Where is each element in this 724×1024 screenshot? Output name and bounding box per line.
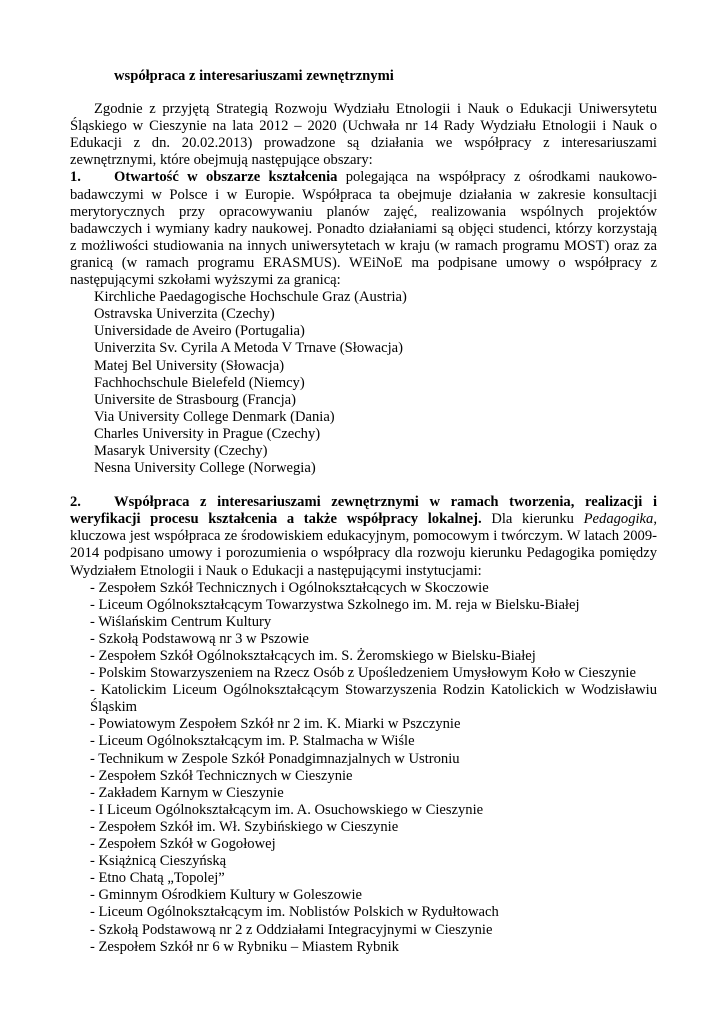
institution-item: - Zespołem Szkół im. Wł. Szybińskiego w Cieszynie [90, 818, 399, 835]
institution-item: - Zespołem Szkół Ogólnokształcących im. S. Żeromskiego w Bielsku-Białej [90, 648, 536, 664]
section-2-text-after: , kluczowa jest współpraca ze środowiskiem edukacyjnym, pomocowym i twórczym. W latach 2009-2014 podpisano umowy i porozumienia o współpracy dla rozwoju kierunku Pedagogika pomiędzy Wydziałem Etnologii i Nauk o Edukacji a następującymi instytucjami: [70, 511, 657, 579]
institution-item: - Liceum Ogólnokształcącym im. P. Stalmacha w Wiśle [90, 733, 415, 750]
university-item: Universidade de Aveiro (Portugalia) [94, 323, 305, 340]
university-list [70, 289, 657, 477]
institution-item: - Liceum Ogólnokształcącym im. Noblistów Polskich w Rydułtowach [90, 904, 499, 921]
university-item: Via University College Denmark (Dania) [94, 408, 335, 425]
university-item: Nesna University College (Norwegia) [94, 460, 316, 477]
institution-item: - Etno Chatą „Topolej” [90, 870, 225, 887]
institution-item: - Wiślańskim Centrum Kultury [90, 613, 272, 630]
document-page [70, 68, 657, 956]
university-item: Universite de Strasbourg (Francja) [94, 391, 296, 408]
section-2-text-before: Dla kierunku [481, 511, 584, 528]
institution-item: - Katolickim Liceum Ogólnokształcącym Stowarzyszenia Rodzin Katolickich w Wodzisławiu Śląskim [90, 682, 657, 716]
university-item: Fachhochschule Bielefeld (Niemcy) [94, 374, 305, 391]
institution-item: - Szkołą Podstawową nr 3 w Pszowie [90, 630, 309, 647]
university-item: Matej Bel University (Słowacja) [94, 357, 285, 374]
university-item: Univerzita Sv. Cyrila A Metoda V Trnave (Słowacja) [94, 340, 403, 357]
intro-paragraph: Zgodnie z przyjętą Strategią Rozwoju Wydziału Etnologii i Nauk o Edukacji Uniwersytetu Śląskiego w Cieszynie na lata 2012 – 2020 (Uchwała nr 14 Rady Wydziału Etnologii i Nauk o Edukacji z dn. 20.02.2013) prowadzone są działania we współpracy z interesariuszami zewnętrznymi, które obejmują następujące obszary: [70, 101, 657, 169]
section-2-title: Współpraca z interesariuszami zewnętrznymi w ramach tworzenia, realizacji i weryfikacji procesu kształcenia a także współpracy lokalnej. [70, 494, 657, 528]
section-1-text: polegająca na współpracy z ośrodkami naukowo-badawczymi w Polsce i w Europie. Współpraca ta obejmuje działania w zakresie konsultacji merytorycznych przy opracowywaniu planów zajęć, realizowania wspólnych projektów badawczych i wymiany kadry naukowej. Ponadto działaniami są objęci studenci, którzy korzystają z możliwości studiowania na innych uniwersytetach w kraju (w ramach programu MOST) oraz za granicą (w ramach programu ERASMUS). WEiNoE ma podpisane umowy o współpracy z następującymi szkołami wyższymi za granicą: [70, 169, 658, 289]
section-1-title: Otwartość w obszarze kształcenia [114, 169, 338, 186]
university-item: Kirchliche Paedagogische Hochschule Graz (Austria) [94, 289, 407, 306]
section-1-paragraph [70, 169, 657, 289]
institution-item: - Książnicą Cieszyńską [90, 853, 227, 870]
institution-item: - Zespołem Szkół Technicznych w Cieszynie [90, 767, 353, 784]
institution-item: - Powiatowym Zespołem Szkół nr 2 im. K. Miarki w Pszczynie [90, 716, 461, 733]
institution-item: - Zespołem Szkół Technicznych i Ogólnokształcących w Skoczowie [90, 579, 489, 596]
university-item: Ostravska Univerzita (Czechy) [94, 306, 275, 323]
institution-item: - Zespołem Szkół nr 6 w Rybniku – Miastem Rybnik [90, 938, 399, 955]
university-item: Charles University in Prague (Czechy) [94, 425, 321, 442]
institution-item: - Technikum w Zespole Szkół Ponadgimnazjalnych w Ustroniu [90, 750, 460, 767]
section-2-number: 2. [70, 494, 81, 511]
university-item: Masaryk University (Czechy) [94, 442, 268, 459]
institution-list [70, 580, 657, 956]
institution-item: - Liceum Ogólnokształcącym Towarzystwa Szkolnego im. M. reja w Bielsku-Białej [90, 596, 580, 613]
institution-item: - I Liceum Ogólnokształcącym im. A. Osuchowskiego w Cieszynie [90, 801, 484, 818]
section-2-paragraph [70, 494, 657, 579]
institution-item: - Szkołą Podstawową nr 2 z Oddziałami Integracyjnymi w Cieszynie [90, 921, 493, 938]
page-heading: współpraca z interesariuszami zewnętrznymi [114, 68, 394, 84]
institution-item: - Zespołem Szkół w Gogołowej [90, 836, 276, 853]
institution-item: - Gminnym Ośrodkiem Kultury w Goleszowie [90, 887, 362, 904]
section-2-italic-term: Pedagogika [583, 511, 654, 528]
section-1-number: 1. [70, 169, 81, 186]
institution-item: - Polskim Stowarzyszeniem na Rzecz Osób z Upośledzeniem Umysłowym Koło w Cieszynie [90, 665, 636, 682]
institution-item: - Zakładem Karnym w Cieszynie [90, 784, 284, 801]
